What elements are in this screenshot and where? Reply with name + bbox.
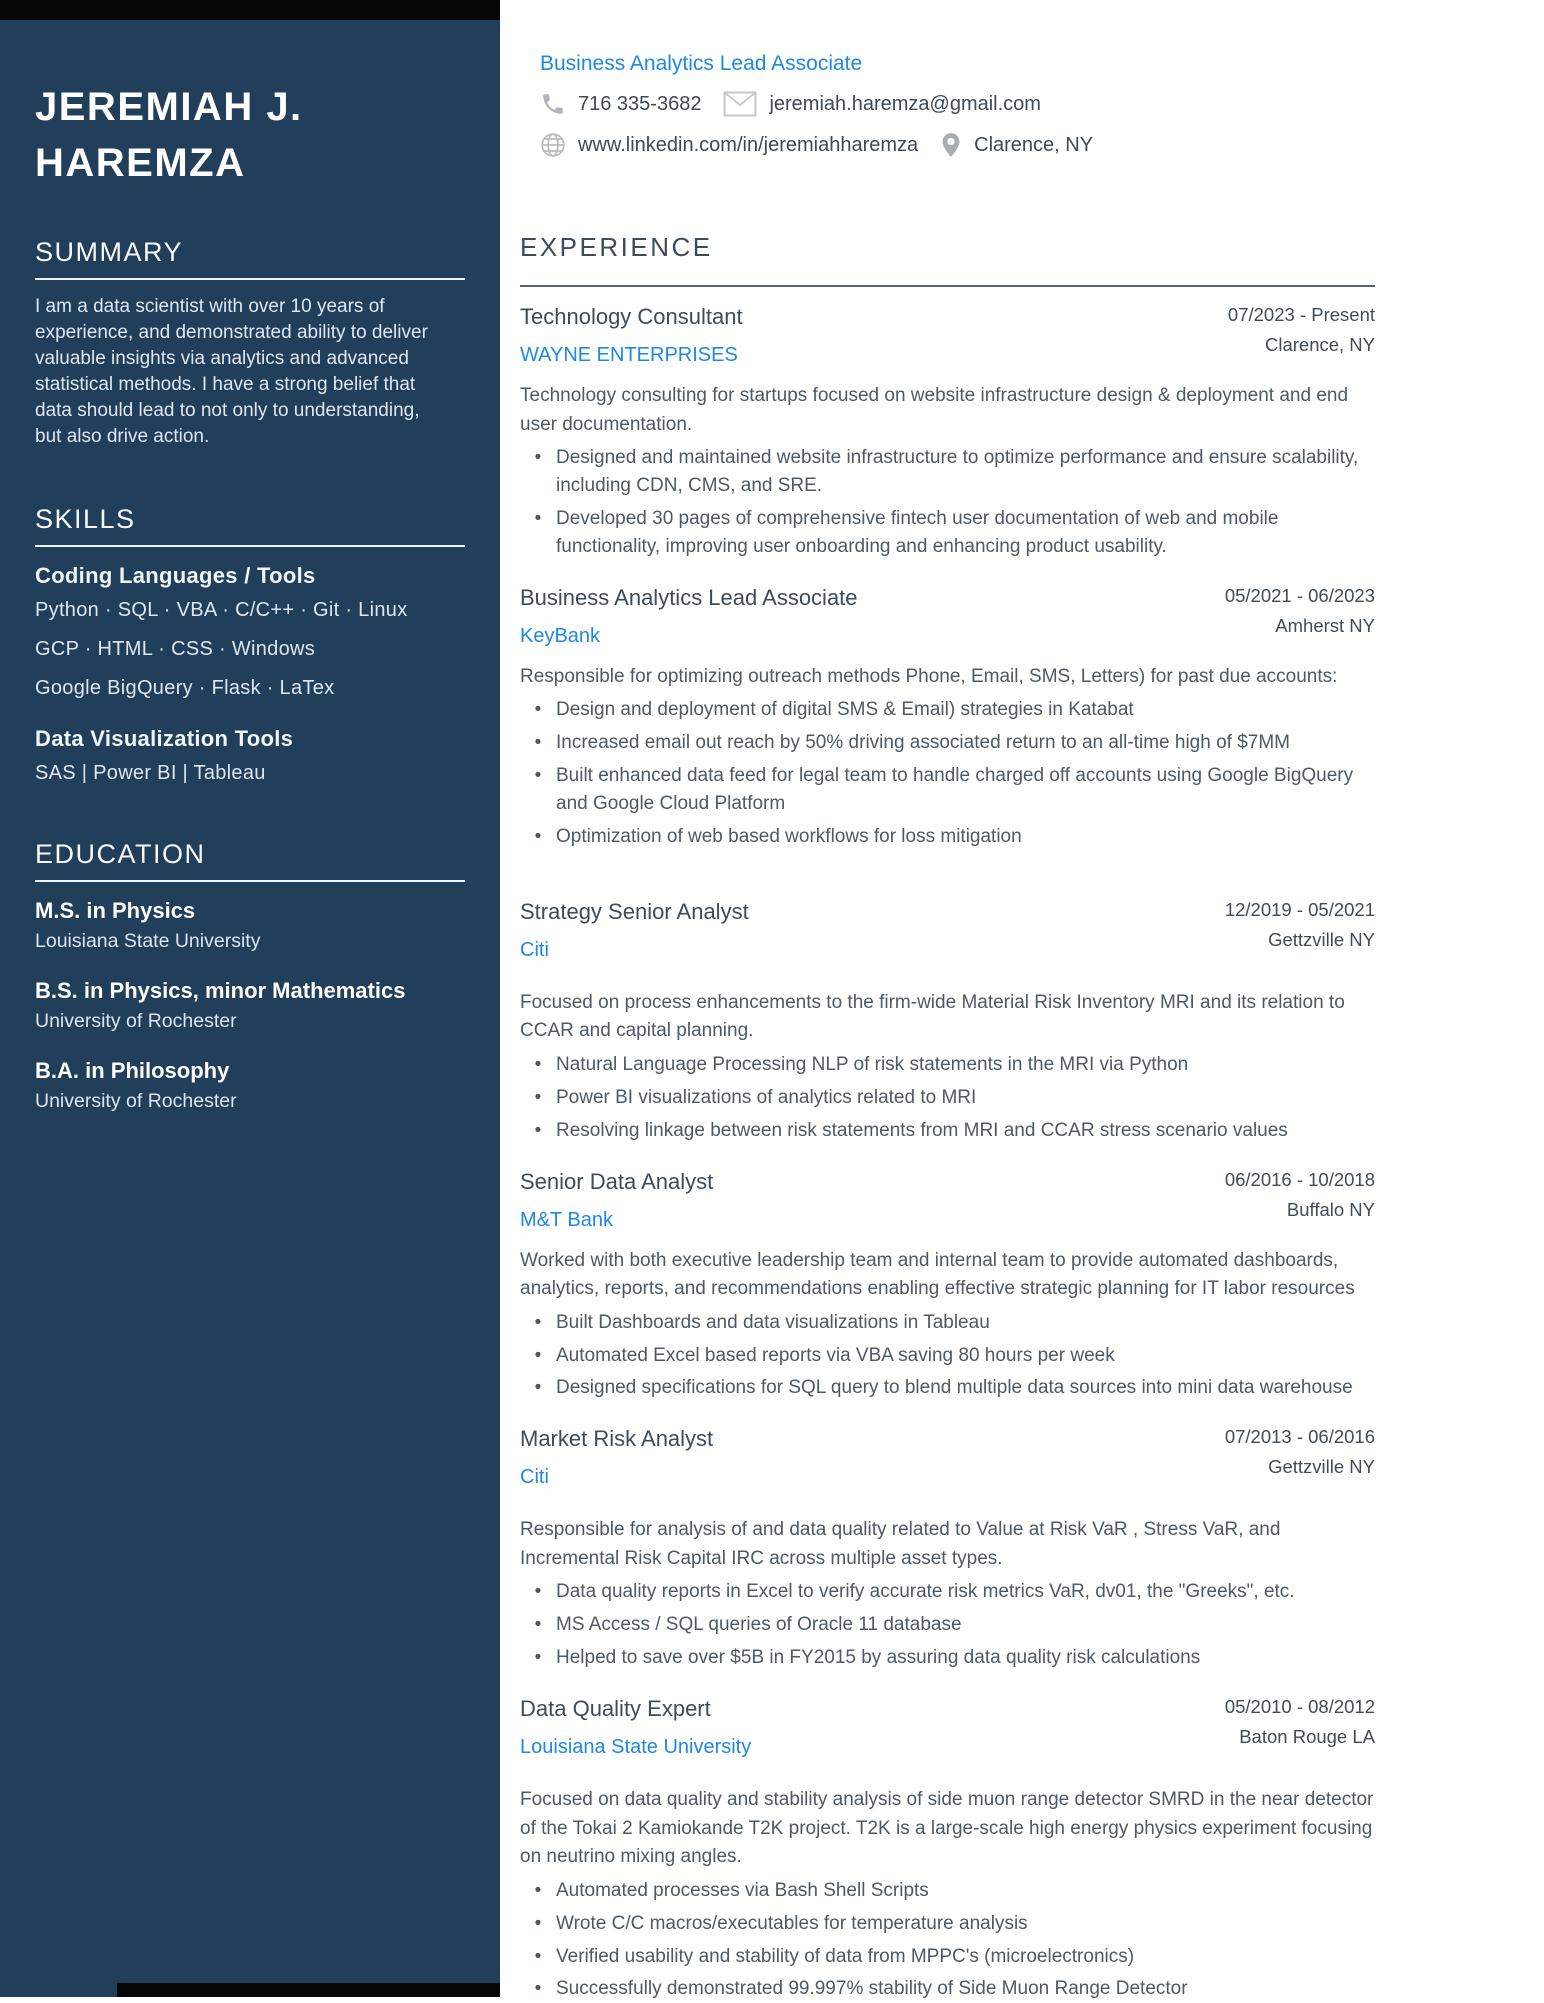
header-job-title: Business Analytics Lead Associate	[540, 52, 863, 75]
company-link[interactable]: Citi	[520, 1466, 549, 1489]
bullet-text: Successfully demonstrated 99.997% stability of Side Muon Range Detector	[556, 1978, 1188, 2000]
bullet-dot: •	[534, 1647, 542, 1669]
job-entry	[520, 585, 1375, 851]
job-dates: 07/2023 - Present	[1227, 304, 1375, 326]
education-item	[35, 978, 465, 1033]
bottom-black-bar	[117, 1983, 500, 1997]
job-entry	[520, 899, 1375, 1145]
skills-section	[35, 504, 465, 785]
summary-heading: SUMMARY	[35, 236, 184, 267]
job-dates: 05/2010 - 08/2012	[1224, 1696, 1375, 1718]
bullet-text: Built enhanced data feed for legal team to handle charged off accounts using Google BigQuery and Google Cloud Platform	[556, 765, 1354, 815]
bullet-item	[520, 1051, 1375, 1079]
company-link[interactable]: M&T Bank	[520, 1208, 613, 1231]
job-dates: 05/2021 - 06/2023	[1224, 584, 1375, 606]
job-title: Strategy Senior Analyst	[520, 898, 749, 924]
experience-list	[520, 304, 1375, 2003]
job-header	[520, 585, 1375, 648]
job-header-right	[1225, 899, 1375, 962]
bullet-item	[520, 444, 1375, 500]
company-link[interactable]: Louisiana State University	[520, 1736, 752, 1759]
experience-heading: EXPERIENCE	[520, 232, 713, 262]
job-header-right	[1225, 1426, 1375, 1489]
name-line-2: HAREMZA	[35, 140, 246, 185]
school: University of Rochester	[35, 1009, 237, 1032]
contact-row-1	[540, 91, 1375, 117]
education-item	[35, 898, 465, 953]
linkedin-url[interactable]: www.linkedin.com/in/jeremiahharemza	[578, 133, 919, 156]
bullet-text: Optimization of web based workflows for loss mitigation	[556, 825, 1022, 847]
location-text: Clarence, NY	[974, 133, 1094, 156]
experience-divider	[520, 285, 1375, 288]
degree: B.A. in Philosophy	[35, 1057, 230, 1083]
summary-divider	[35, 278, 465, 280]
job-title: Technology Consultant	[520, 304, 743, 330]
job-header-left	[520, 585, 858, 648]
job-description: Focused on process enhancements to the firm-wide Material Risk Inventory MRI and its relation to CCAR and capital planning.	[520, 991, 1345, 1042]
bullet-dot: •	[534, 1879, 542, 1901]
bullet-item	[520, 1644, 1375, 1672]
bullet-item	[520, 1975, 1375, 2003]
bullet-item	[520, 505, 1375, 561]
job-dates: 06/2016 - 10/2018	[1224, 1168, 1375, 1190]
bullet-text: Increased email out reach by 50% driving associated return to an all-time high of $7MM	[556, 732, 1290, 754]
job-description: Worked with both executive leadership team and internal team to provide automated dashboards, analytics, reports, and recommendations enabling effective strategic planning for IT labor resources	[520, 1249, 1355, 1300]
header	[520, 52, 1375, 158]
bullet-text: Power BI visualizations of analytics related to MRI	[556, 1086, 977, 1108]
bullet-item	[520, 1877, 1375, 1905]
job-location: Buffalo NY	[1286, 1198, 1375, 1220]
skill-group-title: Data Visualization Tools	[35, 725, 294, 751]
job-location: Amherst NY	[1275, 614, 1375, 636]
job-entry	[520, 1169, 1375, 1403]
job-title: Data Quality Expert	[520, 1696, 711, 1722]
company-link[interactable]: WAYNE ENTERPRISES	[520, 344, 738, 367]
education-divider	[35, 880, 465, 882]
job-header-left	[520, 1696, 751, 1759]
summary-text: I am a data scientist with over 10 years of experience, and demonstrated ability to deliver valuable insights via analytics and advanced statistical methods. I have a strong belief that data should lead to not only to understanding, but also drive action.	[35, 295, 428, 447]
job-entry	[520, 1426, 1375, 1672]
job-header-right	[1225, 1169, 1375, 1232]
bullet-text: Resolving linkage between risk statements from MRI and CCAR stress scenario values	[556, 1119, 1288, 1141]
job-bullet-list	[520, 444, 1375, 561]
job-location: Gettzville NY	[1268, 1456, 1375, 1478]
skill-line: Python · SQL · VBA · C/C++ · Git · Linux	[35, 598, 408, 621]
job-entry	[520, 304, 1375, 561]
job-title: Senior Data Analyst	[520, 1168, 714, 1194]
bullet-dot: •	[534, 1614, 542, 1636]
bullet-item	[520, 1342, 1375, 1370]
bullet-item	[520, 1611, 1375, 1639]
bullet-dot: •	[534, 1912, 542, 1934]
bullet-item	[520, 729, 1375, 757]
bullet-text: Natural Language Processing NLP of risk statements in the MRI via Python	[556, 1053, 1189, 1075]
bullet-item	[520, 1309, 1375, 1337]
bullet-item	[520, 1910, 1375, 1938]
job-header-left	[520, 1169, 713, 1232]
bullet-text: Helped to save over $5B in FY2015 by assuring data quality risk calculations	[556, 1647, 1201, 1669]
job-description: Responsible for analysis of and data quality related to Value at Risk VaR , Stress VaR, and Incremental Risk Capital IRC across multiple asset types.	[520, 1519, 1281, 1569]
job-header-right	[1225, 585, 1375, 648]
bullet-item	[520, 1943, 1375, 1971]
job-header	[520, 899, 1375, 962]
job-dates: 07/2013 - 06/2016	[1224, 1426, 1375, 1448]
degree: B.S. in Physics, minor Mathematics	[35, 977, 406, 1003]
job-description: Technology consulting for startups focused on website infrastructure design & deployment and end user documentation.	[520, 385, 1349, 435]
job-header-left	[520, 1426, 713, 1489]
bullet-dot: •	[534, 447, 542, 469]
job-header-left	[520, 899, 749, 962]
education-heading: EDUCATION	[35, 838, 206, 869]
bullet-item	[520, 696, 1375, 724]
bullet-text: Automated Excel based reports via VBA saving 80 hours per week	[556, 1344, 1115, 1366]
job-bullet-list	[520, 1051, 1375, 1145]
skills-heading: SKILLS	[35, 503, 136, 534]
skill-line: GCP · HTML · CSS · Windows	[35, 637, 316, 660]
job-header-left	[520, 304, 743, 367]
bullet-dot: •	[534, 1945, 542, 1967]
bullet-text: Developed 30 pages of comprehensive fintech user documentation of web and mobile functionality, improving user onboarding and enhancing product usability.	[556, 507, 1279, 557]
job-header	[520, 1169, 1375, 1232]
name-line-1: JEREMIAH J.	[35, 84, 303, 129]
bullet-text: Built Dashboards and data visualizations in Tableau	[556, 1311, 990, 1333]
job-bullet-list	[520, 1578, 1375, 1672]
bullet-text: Data quality reports in Excel to verify accurate risk metrics VaR, dv01, the "Greeks", etc.	[556, 1581, 1295, 1603]
job-description: Responsible for optimizing outreach methods Phone, Email, SMS, Letters) for past due accounts:	[520, 665, 1338, 687]
job-bullet-list	[520, 696, 1375, 851]
bullet-dot: •	[534, 1119, 542, 1141]
bullet-dot: •	[534, 1377, 542, 1399]
bullet-text: Automated processes via Bash Shell Scripts	[556, 1879, 929, 1901]
job-title: Business Analytics Lead Associate	[520, 584, 858, 610]
school: University of Rochester	[35, 1089, 237, 1112]
bullet-dot: •	[534, 1344, 542, 1366]
job-header-right	[1225, 1696, 1375, 1759]
summary-section	[35, 237, 465, 450]
bullet-item	[520, 1117, 1375, 1145]
bullet-text: Design and deployment of digital SMS & Email) strategies in Katabat	[556, 699, 1134, 721]
school: Louisiana State University	[35, 929, 261, 952]
job-title: Market Risk Analyst	[520, 1426, 714, 1452]
job-header	[520, 1426, 1375, 1489]
bullet-dot: •	[534, 825, 542, 847]
bullet-item	[520, 1084, 1375, 1112]
bullet-text: Designed specifications for SQL query to blend multiple data sources into mini data warehouse	[556, 1377, 1353, 1399]
envelope-icon	[723, 91, 757, 117]
bullet-dot: •	[534, 507, 542, 529]
bullet-dot: •	[534, 1053, 542, 1075]
bullet-dot: •	[534, 1086, 542, 1108]
bullet-item	[520, 762, 1375, 818]
bullet-item	[520, 1374, 1375, 1402]
bullet-item	[520, 1578, 1375, 1606]
bullet-text: Designed and maintained website infrastructure to optimize performance and ensure scalability, including CDN, CMS, and SRE.	[556, 447, 1359, 496]
top-black-bar	[0, 0, 500, 20]
job-header	[520, 304, 1375, 367]
bullet-dot: •	[534, 1311, 542, 1333]
company-link[interactable]: KeyBank	[520, 624, 601, 647]
job-bullet-list	[520, 1309, 1375, 1403]
bullet-dot: •	[534, 732, 542, 754]
sidebar	[0, 0, 500, 1997]
job-bullet-list	[520, 1877, 1375, 2003]
degree: M.S. in Physics	[35, 897, 196, 923]
job-entry	[520, 1696, 1375, 2003]
bullet-text: Verified usability and stability of data from MPPC's (microelectronics)	[556, 1945, 1135, 1967]
job-dates: 12/2019 - 05/2021	[1224, 898, 1375, 920]
company-link[interactable]: Citi	[520, 938, 549, 961]
job-header-right	[1228, 304, 1375, 367]
job-location: Clarence, NY	[1264, 334, 1375, 356]
job-header	[520, 1696, 1375, 1759]
skill-line: Google BigQuery · Flask · LaTex	[35, 676, 335, 699]
bullet-dot: •	[534, 765, 542, 787]
education-section	[35, 839, 465, 1113]
email-address: jeremiah.haremza@gmail.com	[769, 92, 1041, 115]
job-location: Gettzville NY	[1268, 928, 1375, 950]
bullet-dot: •	[534, 1978, 542, 2000]
globe-icon	[540, 132, 566, 158]
phone-number: 716 335-3682	[578, 92, 702, 115]
bullet-dot: •	[534, 699, 542, 721]
skill-line: SAS | Power BI | Tableau	[35, 761, 266, 784]
bullet-text: Wrote C/C macros/executables for temperature analysis	[556, 1912, 1028, 1934]
education-item	[35, 1058, 465, 1113]
bullet-item	[520, 823, 1375, 851]
pin-icon	[940, 132, 962, 158]
job-location: Baton Rouge LA	[1239, 1726, 1375, 1748]
skills-divider	[35, 545, 465, 547]
phone-icon	[540, 91, 566, 117]
bullet-dot: •	[534, 1581, 542, 1603]
main-content	[500, 0, 1544, 2000]
job-description: Focused on data quality and stability analysis of side muon range detector SMRD in the near detector of the Tokai 2 Kamiokande T2K project. T2K is a large-scale high energy physics experiment focusing on neutrino mixing angles.	[520, 1789, 1374, 1868]
bullet-text: MS Access / SQL queries of Oracle 11 database	[556, 1614, 962, 1636]
contact-row-2	[540, 132, 1375, 158]
skill-group-title: Coding Languages / Tools	[35, 562, 316, 588]
person-name	[35, 79, 465, 191]
